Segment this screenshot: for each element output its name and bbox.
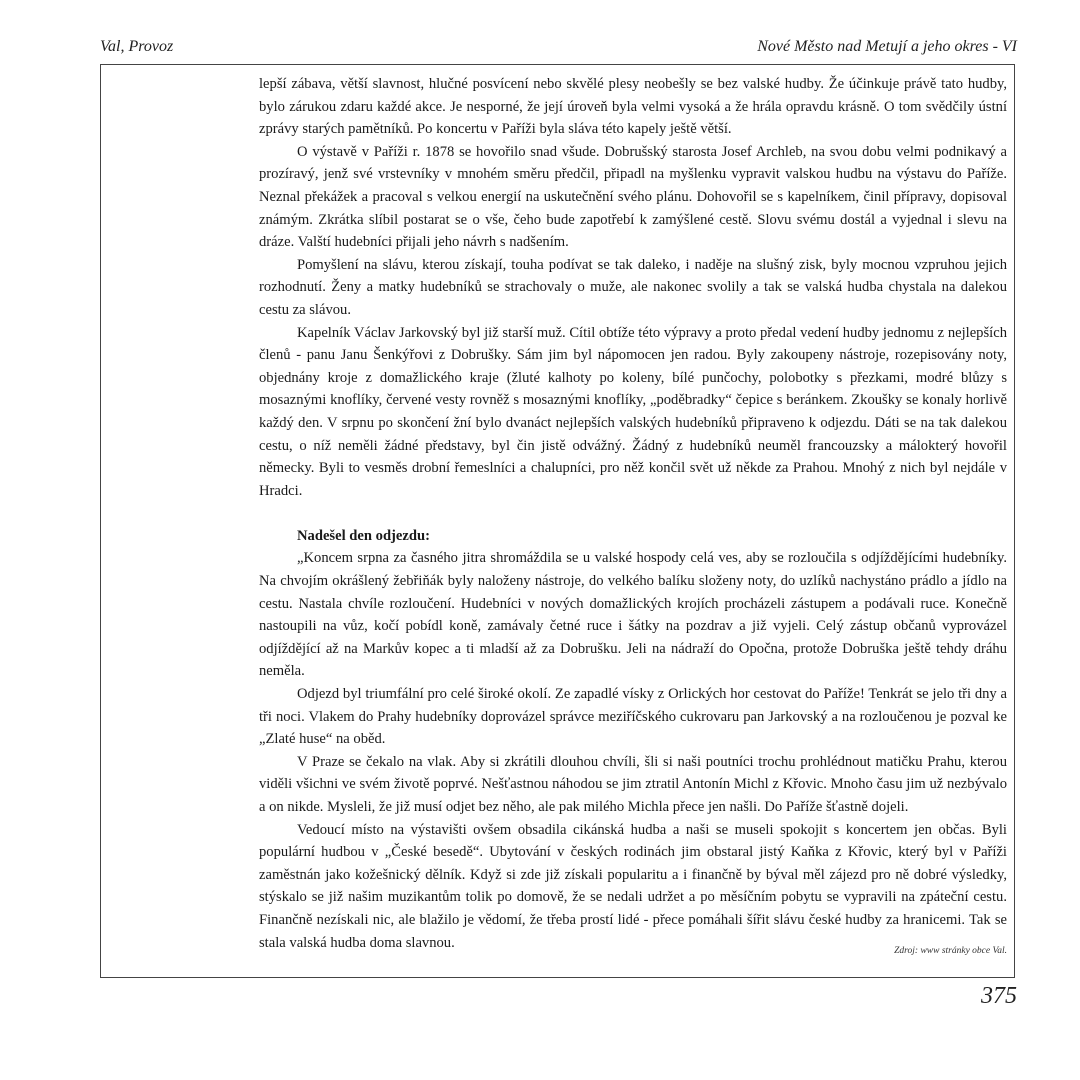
running-head-left: Val, Provoz [100,38,174,55]
page-number: 375 [981,983,1017,1009]
paragraph: Odjezd byl triumfální pro celé široké okolí. Ze zapadlé vísky z Orlických hor cestovat do Paříže! Tenkrát se jelo tři dny a tři noci. Vlakem do Prahy hudebníky doprovázel správce meziříčského cukrovaru pan Jarkovský a na rozloučenou je pozval ke „Zlaté huse“ na oběd. [259,686,1007,748]
paragraph: V Praze se čekalo na vlak. Aby si zkrátili dlouhou chvíli, šli si naši poutníci trochu prohlédnout matičku Prahu, kterou viděli všichni ve svém životě poprvé. Nešťastnou náhodou se jim ztratil Antonín Michl z Křovic. Mnoho času jim už nezbývalo a on nikde. Mysleli, že již musí odjet bez něho, ale pak milého Michla přece jen našli. Do Paříže šťastně dojeli. [259,753,1007,815]
paragraph: Kapelník Václav Jarkovský byl již starší muž. Cítil obtíže této výpravy a proto předal vedení hudby jednomu z nejlepších členů - panu Janu Šenkýřovi z Dobrušky. Sám jim byl nápomocen jen radou. Byly zakoupeny nástroje, rozepisovány noty, objednány kroje z domažlického kraje (žluté kalhoty po koleny, bílé punčochy, polobotky s přezkami, modré blůzy s mosaznými knoflíky, červené vesty rovněž s mosaznými knoflíky, „poděbradky“ čepice s beránkem. Zkoušky se konaly horlivě každý den. V srpnu po skončení žní bylo dvanáct nejlepších valských hudebníků připraveno k odjezdu. Dáti se na tak dalekou cestu, o níž neměli žádné představy, byl čin jistě odvážný. Žádný z hudebníků neuměl francouzsky a málokterý hovořil německy. Byli to vesměs drobní řemeslníci a chalupníci, pro něž končil svět už někde za Prahou. Mnohý z nich byl nejdále v Hradci. [259,324,1007,499]
paragraph: lepší zábava, větší slavnost, hlučné posvícení nebo skvělé plesy neobešly se bez valské hudby. Že účinkuje právě tato hudby, bylo zárukou zdaru každé akce. Je nesporné, že její úroveň byla velmi vysoká a že hrála opravdu krásně. O tom svědčily ústní zprávy starých pamětníků. Po koncertu v Paříži byla sláva této kapely ještě větší. [259,76,1007,138]
section-heading: Nadešel den odjezdu: [297,527,430,544]
article-body [259,73,1007,954]
blank-line [259,502,1007,525]
running-head-right: Nové Město nad Metují a jeho okres - VI [757,38,1017,55]
paragraph: Pomyšlení na slávu, kterou získají, touha podívat se tak daleko, i naděje na slušný zisk, byly mocnou vzpruhou jejich rozhodnutí. Ženy a matky hudebníků se strachovaly o muže, ale nakonec svolily a tak se valská hudba chystala na dalekou cestu za slávou. [259,256,1007,318]
paragraph: Vedoucí místo na výstavišti ovšem obsadila cikánská hudba a naši se museli spokojit s koncertem jen občas. Byli populární hudbou v „České besedě“. Ubytování v českých rodinách jim obstaral jistý Kaňka z Křovic, který byl v Paříži zaměstnán jako kožešnický dělník. Když si zde již získali popularitu a i finančně by býval měl zájezd pro ně dobré výsledky, stýskalo se již našim muzikantům tolik po domově, že se nedali udržet a po měsíčním pobytu se vypravili na zpáteční cestu. Finančně nezískali nic, ale blažilo je vědomí, že třeba prostí lidé - přece pomáhali šířit slávu české hudby za hranicemi. Tak se stala valská hudba doma slavnou. [259,821,1007,951]
paragraph: „Koncem srpna za časného jitra shromáždila se u valské hospody celá ves, aby se rozloučila s odjíždějícími hudebníky. Na chvojím okrášlený žebřiňák byly naloženy nástroje, do velkého balíku složeny noty, do uzlíků nachystáno prádlo a jídlo na cestu. Nastala chvíle rozloučení. Hudebníci v nových domažlických krojích procházeli zástupem a podávali ruce. Konečně nastoupili na vůz, kočí pobídl koně, zamávaly četné ruce i šátky na pozdrav a již vyjeli. Celý zástup občanů vyprovázel odjíždějící až na Markův kopec a ti mladší až za Dobrušku. Jeli na nádraží do Opočna, protože Dobruška ještě tehdy dráhu neměla. [259,550,1007,680]
paragraph: O výstavě v Paříži r. 1878 se hovořilo snad všude. Dobrušský starosta Josef Archleb, na svou dobu velmi podnikavý a prozíravý, jenž své vrstevníky v mnohém směru předčil, připadl na myšlenku vypravit valskou hudbu na výstavu do Paříže. Neznal překážek a pracoval s velkou energií na uskutečnění svého plánu. Dohovořil se s kapelníkem, činil přípravy, dopisoval známým. Zkrátka slíbil postarat se o vše, čeho bude zapotřebí k zamýšlené cestě. Slovu svému dostál a vyjednal i slevu na dráze. Valští hudebníci přijali jeho návrh s nadšením. [259,143,1007,251]
source-note: Zdroj: www stránky obce Val. [894,946,1007,956]
